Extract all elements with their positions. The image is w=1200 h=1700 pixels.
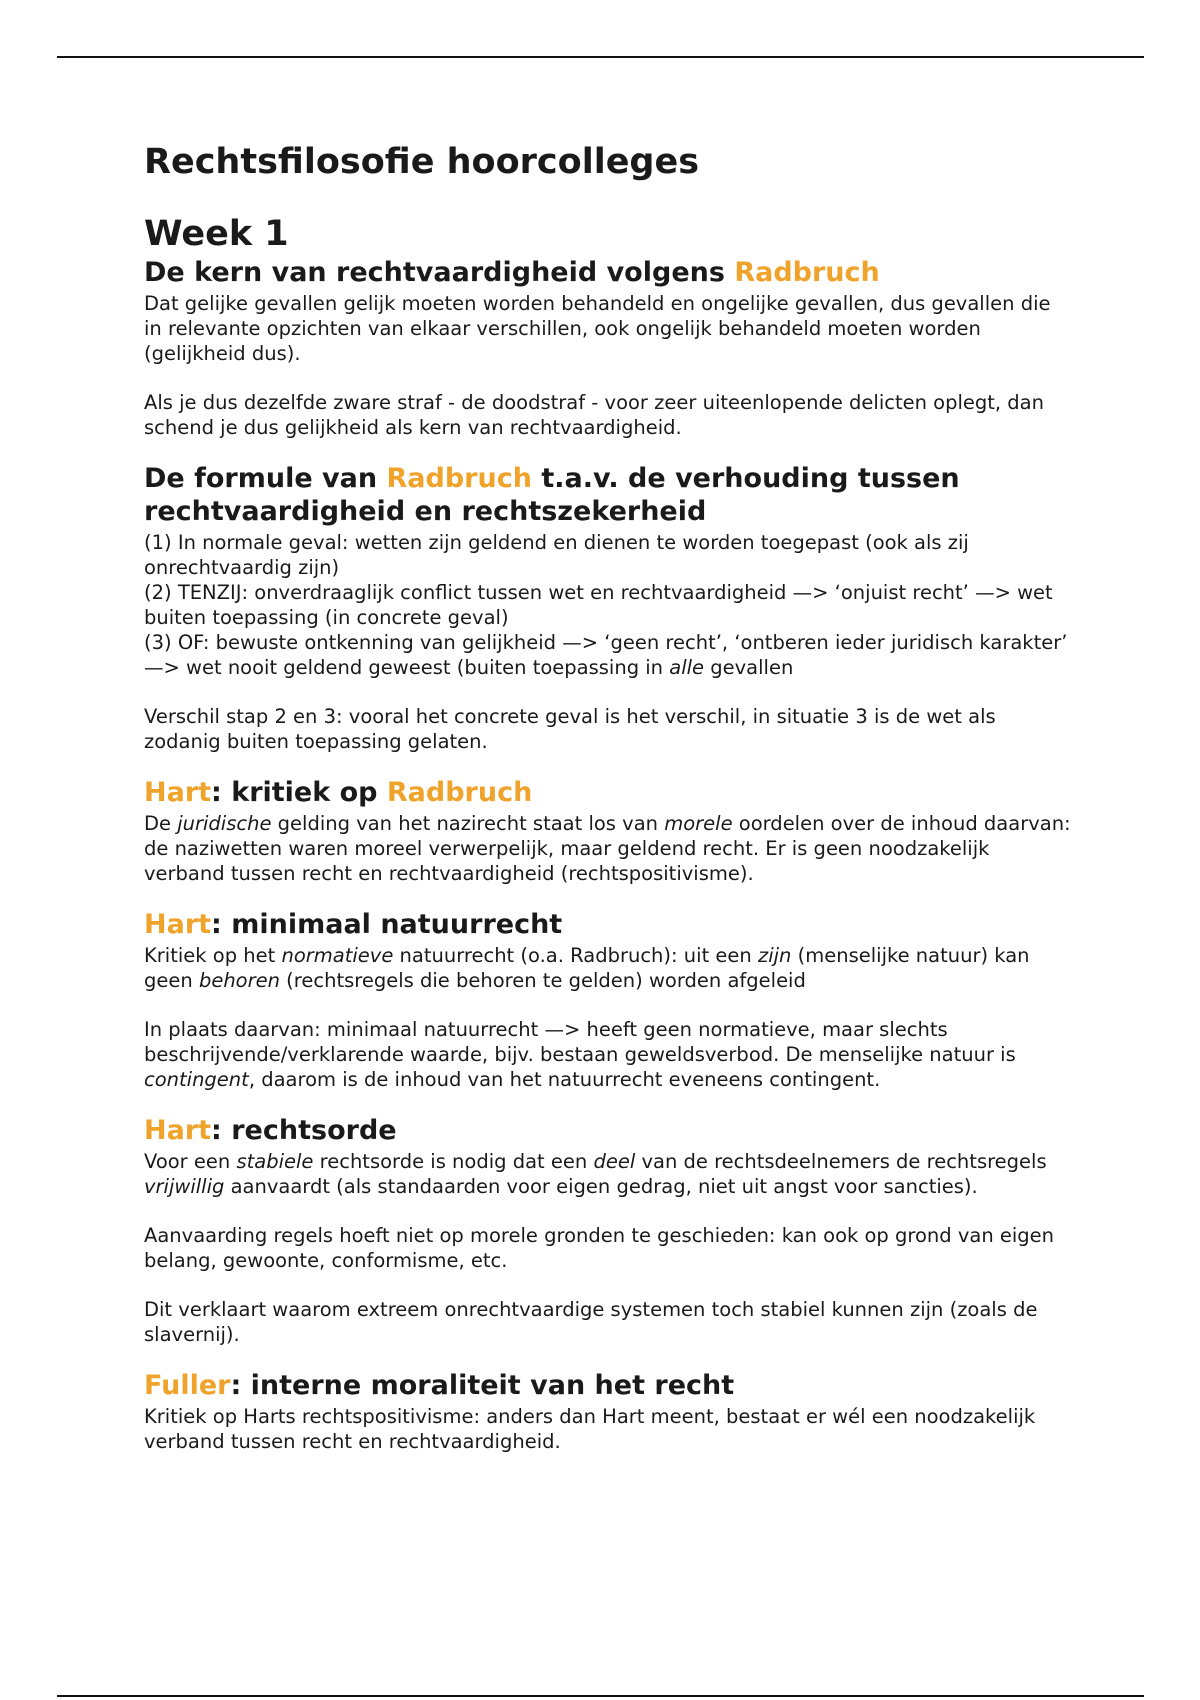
section-hart-natural-law: [144, 908, 1074, 1092]
section-heading: Fuller: interne moraliteit van het recht: [144, 1370, 735, 1401]
accent-name: Fuller: [144, 1370, 231, 1401]
paragraph: Verschil stap 2 en 3: vooral het concrete geval is het verschil, in situatie 3 is de wet als zodanig buiten toepassing gelaten.: [144, 705, 996, 753]
document-body: [144, 138, 1074, 1454]
accent-name: Radbruch: [386, 463, 532, 494]
section-radbruch-core: [144, 256, 1074, 440]
formula-step-1: (1) In normale geval: wetten zijn geldend en dienen te worden toegepast (ook als zij onrechtvaardig zijn): [144, 531, 969, 579]
accent-name: Radbruch: [734, 257, 880, 288]
section-heading: Hart: minimaal natuurrecht: [144, 909, 563, 940]
accent-name: Hart: [144, 1115, 212, 1146]
paragraph: Kritiek op Harts rechtspositivisme: anders dan Hart meent, bestaat er wél een noodzakelijk verband tussen recht en rechtvaardigheid.: [144, 1405, 1036, 1453]
bottom-rule: [57, 1695, 1144, 1697]
paragraph: Als je dus dezelfde zware straf - de doodstraf - voor zeer uiteenlopende delicten oplegt, dan schend je dus gelijkheid als kern van rechtvaardigheid.: [144, 391, 1044, 439]
week-heading: Week 1: [144, 214, 289, 254]
paragraph: Dat gelijke gevallen gelijk moeten worden behandeld en ongelijke gevallen, dus gevallen die in relevante opzichten van elkaar verschillen, ook ongelijk behandeld moeten worden (gelijkheid dus).: [144, 292, 1051, 365]
top-rule: [57, 56, 1144, 58]
paragraph: Dit verklaart waarom extreem onrechtvaardige systemen toch stabiel kunnen zijn (zoals de slavernij).: [144, 1298, 1038, 1346]
accent-name: Hart: [144, 909, 212, 940]
paragraph: De juridische gelding van het nazirecht staat los van morele oordelen over de inhoud daarvan: de naziwetten waren moreel verwerpelijk, maar geldend recht. Er is geen noodzakelijk verband tussen recht en rechtvaardigheid (rechtspositivisme).: [144, 812, 1071, 885]
document-title: Rechtsfilosofie hoorcolleges: [144, 142, 700, 182]
accent-name: Radbruch: [386, 777, 533, 808]
section-hart-critique: [144, 776, 1074, 886]
formula-step-2: (2) TENZIJ: onverdraaglijk conflict tussen wet en rechtvaardigheid —> ‘onjuist recht’ —> wet buiten toepassing (in concrete geval): [144, 581, 1053, 629]
formula-step-3: (3) OF: bewuste ontkenning van gelijkheid —> ‘geen recht’, ‘ontberen ieder juridisch karakter’ —> wet nooit geldend geweest (buiten toepassing in alle gevallen: [144, 631, 1068, 679]
section-heading: De kern van rechtvaardigheid volgens Radbruch: [144, 257, 880, 288]
section-heading: Hart: rechtsorde: [144, 1115, 397, 1146]
paragraph: Kritiek op het normatieve natuurrecht (o.a. Radbruch): uit een zijn (menselijke natuur) kan geen behoren (rechtsregels die behoren te gelden) worden afgeleid: [144, 944, 1030, 992]
section-heading: De formule van Radbruch t.a.v. de verhouding tussen rechtvaardigheid en rechtszekerheid: [144, 463, 960, 527]
accent-name: Hart: [144, 777, 212, 808]
section-heading: Hart: kritiek op Radbruch: [144, 777, 533, 808]
paragraph: In plaats daarvan: minimaal natuurrecht —> heeft geen normatieve, maar slechts beschrijvende/verklarende waarde, bijv. bestaan geweldsverbod. De menselijke natuur is contingent, daarom is de inhoud van het natuurrecht eveneens contingent.: [144, 1018, 1016, 1091]
paragraph: Aanvaarding regels hoeft niet op morele gronden te geschieden: kan ook op grond van eigen belang, gewoonte, conformisme, etc.: [144, 1224, 1055, 1272]
paragraph: Voor een stabiele rechtsorde is nodig dat een deel van de rechtsdeelnemers de rechtsregels vrijwillig aanvaardt (als standaarden voor eigen gedrag, niet uit angst voor sancties).: [144, 1150, 1047, 1198]
section-fuller: [144, 1369, 1074, 1454]
section-hart-legal-order: [144, 1114, 1074, 1347]
section-radbruch-formula: [144, 462, 1074, 754]
